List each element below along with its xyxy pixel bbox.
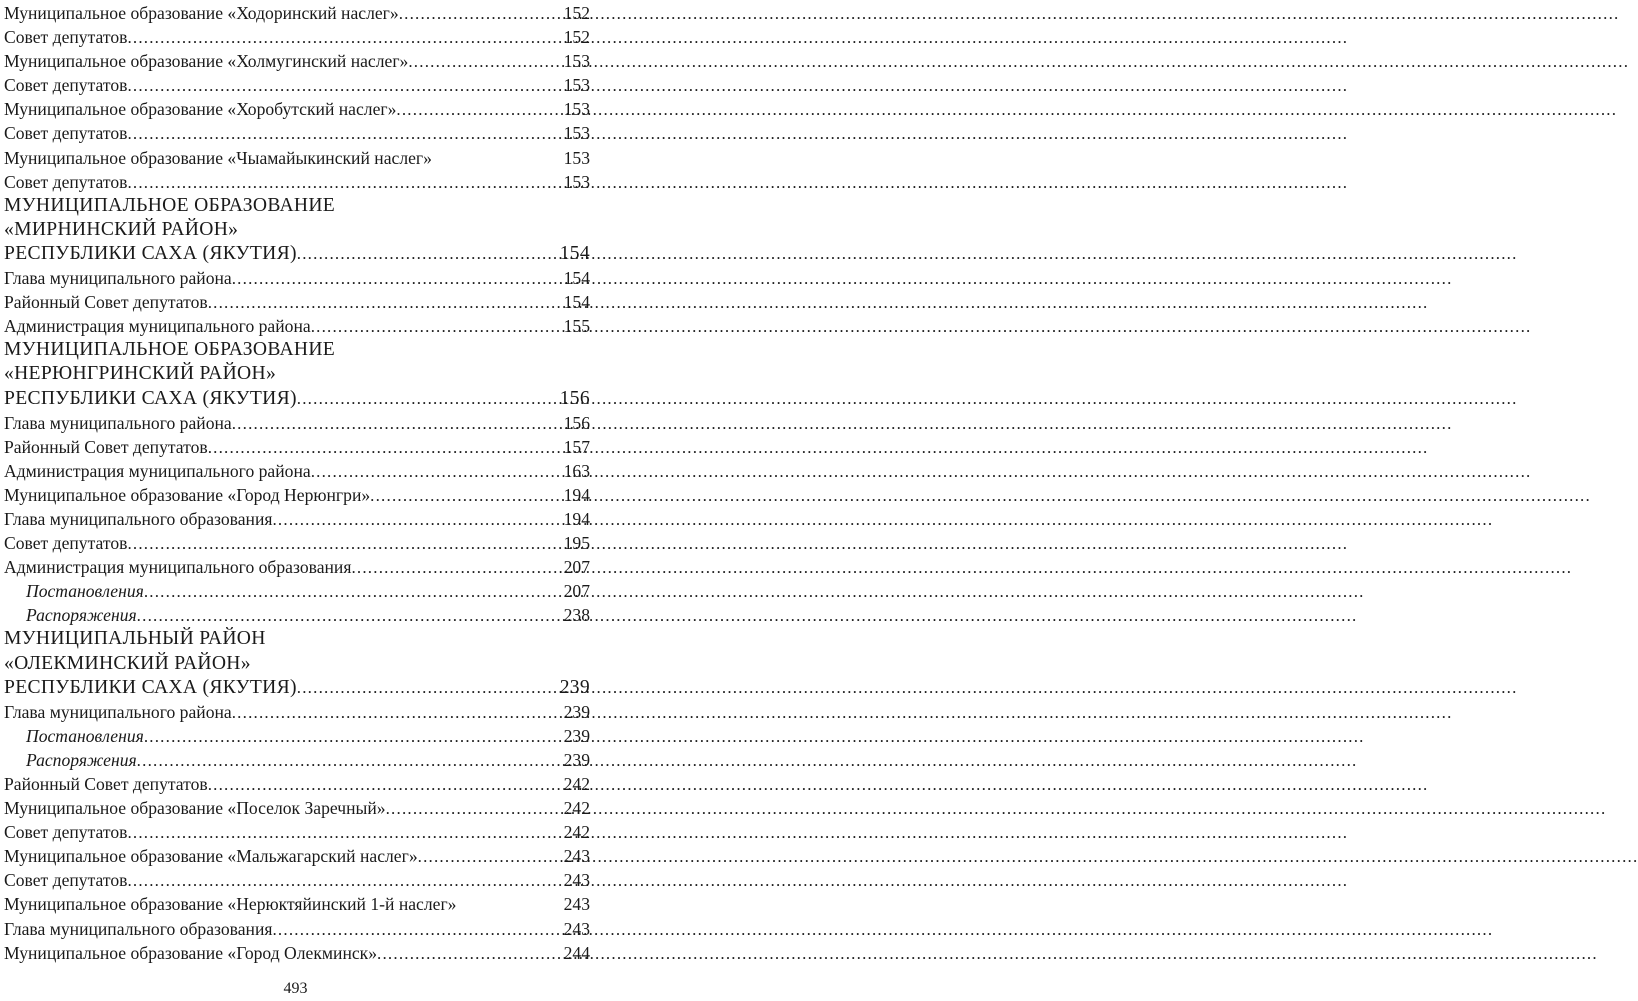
toc-entry-title: РЕСПУБЛИКИ САХА (ЯКУТИЯ) — [4, 676, 297, 698]
toc-entry-title: Распоряжения — [26, 749, 137, 770]
toc-entry — [4, 844, 590, 868]
toc-entry — [4, 266, 590, 290]
dot-leader — [351, 556, 562, 580]
page-number: 493 — [283, 980, 308, 997]
toc-entry-title: Муниципальное образование «Хоробутский наслег» — [4, 99, 397, 120]
toc-entry — [4, 411, 590, 435]
toc-entry — [4, 892, 590, 916]
dot-leader — [232, 701, 563, 725]
section-heading-line: «МИРНИНСКИЙ РАЙОН» — [4, 218, 239, 240]
toc-entry-title: Администрация муниципального образования — [4, 557, 352, 578]
toc-entry-title: Совет депутатов — [4, 822, 128, 843]
toc-entry-page: 154 — [563, 292, 590, 313]
toc-entry-page: 154 — [559, 242, 590, 264]
toc-entry-title: Глава муниципального района — [4, 268, 232, 289]
toc-entry — [4, 242, 590, 266]
dot-leader — [208, 291, 563, 315]
section-heading-line: МУНИЦИПАЛЬНЫЙ РАЙОН — [4, 628, 266, 650]
toc-entry-title: Муниципальное образование «Город Нерюнгри» — [4, 484, 371, 505]
toc-entry-page: 239 — [563, 725, 590, 746]
section-heading-line: МУНИЦИПАЛЬНОЕ ОБРАЗОВАНИЕ — [4, 339, 336, 361]
toc-entry-page: 157 — [563, 436, 590, 457]
toc-entry-title: Совет депутатов — [4, 123, 128, 144]
toc-entry-page: 207 — [563, 557, 590, 578]
dot-leader — [127, 26, 562, 50]
toc-entry-title: Совет депутатов — [4, 171, 128, 192]
table-of-contents — [4, 1, 590, 965]
toc-entry-title: Муниципальное образование «Мальжагарский наслег» — [4, 846, 418, 867]
dot-leader — [127, 171, 562, 195]
dot-leader — [137, 749, 563, 773]
toc-entry-page: 243 — [563, 894, 590, 915]
dot-leader — [396, 98, 562, 122]
toc-entry-page: 163 — [563, 460, 590, 481]
toc-entry — [4, 1, 590, 25]
toc-entry-page: 243 — [563, 870, 590, 891]
toc-entry-title: Распоряжения — [26, 605, 137, 626]
dot-leader — [386, 797, 563, 821]
toc-entry-page: 207 — [563, 581, 590, 602]
dot-leader — [311, 460, 563, 484]
dot-leader — [127, 122, 562, 146]
dot-leader — [208, 436, 563, 460]
toc-entry-title: Постановления — [26, 581, 144, 602]
dot-leader — [127, 74, 562, 98]
toc-entry-page: 239 — [563, 701, 590, 722]
dot-leader — [127, 869, 562, 893]
toc-entry — [4, 917, 590, 941]
dot-leader — [137, 604, 563, 628]
dot-leader — [232, 412, 563, 436]
toc-subentry — [4, 724, 590, 748]
dot-leader — [377, 942, 563, 966]
toc-entry-page: 153 — [563, 147, 590, 168]
toc-entry-title: РЕСПУБЛИКИ САХА (ЯКУТИЯ) — [4, 242, 297, 264]
toc-entry — [4, 531, 590, 555]
toc-entry-title: Администрация муниципального района — [4, 460, 311, 481]
toc-entry-title: Глава муниципального образования — [4, 508, 273, 529]
toc-entry — [4, 700, 590, 724]
toc-entry-page: 242 — [563, 822, 590, 843]
toc-entry-page: 156 — [559, 387, 590, 409]
toc-entry-title: Администрация муниципального района — [4, 316, 311, 337]
toc-entry — [4, 772, 590, 796]
dot-leader — [144, 580, 563, 604]
toc-entry — [4, 49, 590, 73]
toc-entry — [4, 290, 590, 314]
toc-entry — [4, 97, 590, 121]
toc-entry — [4, 25, 590, 49]
dot-leader — [127, 532, 562, 556]
toc-entry-page: 194 — [563, 484, 590, 505]
toc-entry-title: Муниципальное образование «Чыамайыкинский наслег» — [4, 147, 432, 168]
dot-leader — [418, 845, 563, 869]
section-heading-line: «НЕРЮНГРИНСКИЙ РАЙОН» — [4, 363, 277, 385]
toc-entry-page: 153 — [563, 75, 590, 96]
toc-subentry — [4, 748, 590, 772]
dot-leader — [408, 50, 562, 74]
toc-entry-title: Муниципальное образование «Нерюктяйинский 1-й наслег» — [4, 894, 457, 915]
toc-entry — [4, 314, 590, 338]
toc-entry-title: Глава муниципального района — [4, 412, 232, 433]
toc-entry-page: 239 — [559, 676, 590, 698]
dot-leader — [232, 267, 563, 291]
toc-entry-title: Постановления — [26, 725, 144, 746]
toc-entry — [4, 435, 590, 459]
toc-entry — [4, 507, 590, 531]
toc-entry — [4, 170, 590, 194]
dot-leader — [144, 725, 563, 749]
toc-entry-page: 153 — [563, 123, 590, 144]
toc-entry-title: Районный Совет депутатов — [4, 292, 208, 313]
toc-entry-title: Совет депутатов — [4, 75, 128, 96]
toc-entry — [4, 146, 590, 170]
dot-leader — [297, 242, 559, 266]
toc-entry-page: 243 — [563, 846, 590, 867]
toc-entry-page: 243 — [563, 918, 590, 939]
dot-leader — [272, 508, 562, 532]
toc-entry-title: Муниципальное образование «Ходоринский наслег» — [4, 3, 399, 23]
toc-entry — [4, 796, 590, 820]
toc-entry — [4, 941, 590, 965]
toc-entry — [4, 820, 590, 844]
toc-entry-page: 195 — [563, 533, 590, 554]
dot-leader — [127, 821, 562, 845]
dot-leader — [370, 484, 562, 508]
toc-subentry — [4, 603, 590, 627]
toc-entry — [4, 73, 590, 97]
toc-entry-title: Совет депутатов — [4, 533, 128, 554]
dot-leader — [297, 676, 559, 700]
toc-entry-page: 153 — [563, 51, 590, 72]
toc-entry-page: 238 — [563, 605, 590, 626]
section-heading-line: МУНИЦИПАЛЬНОЕ ОБРАЗОВАНИЕ — [4, 194, 336, 216]
dot-leader — [297, 387, 559, 411]
toc-entry-title: Муниципальное образование «Город Олекминск» — [4, 942, 378, 963]
dot-leader — [311, 315, 563, 339]
toc-entry-title: Муниципальное образование «Поселок Заречный» — [4, 798, 386, 819]
dot-leader — [399, 2, 563, 26]
toc-entry-page: 156 — [563, 412, 590, 433]
toc-entry — [4, 555, 590, 579]
toc-entry-page: 194 — [563, 508, 590, 529]
toc-entry-page: 153 — [563, 171, 590, 192]
toc-entry — [4, 676, 590, 700]
toc-entry-title: Глава муниципального образования — [4, 918, 273, 939]
toc-entry — [4, 868, 590, 892]
section-heading-line: «ОЛЕКМИНСКИЙ РАЙОН» — [4, 652, 251, 674]
toc-entry-page: 153 — [563, 99, 590, 120]
toc-entry-title: РЕСПУБЛИКИ САХА (ЯКУТИЯ) — [4, 387, 297, 409]
toc-entry-page: 155 — [563, 316, 590, 337]
toc-entry-title: Районный Совет депутатов — [4, 774, 208, 794]
toc-entry-title: Совет депутатов — [4, 27, 128, 48]
toc-subentry — [4, 579, 590, 603]
toc-entry-page: 242 — [563, 798, 590, 819]
toc-entry — [4, 121, 590, 145]
toc-entry-title: Районный Совет депутатов — [4, 436, 208, 457]
toc-entry-title: Совет депутатов — [4, 870, 128, 891]
toc-entry-page: 152 — [563, 27, 590, 48]
toc-entry-page: 154 — [563, 268, 590, 289]
toc-entry-page: 239 — [563, 749, 590, 770]
toc-entry — [4, 483, 590, 507]
toc-entry-page: 152 — [563, 3, 590, 23]
toc-entry-page: 244 — [563, 942, 590, 963]
toc-entry — [4, 387, 590, 411]
toc-entry-page: 242 — [563, 774, 590, 794]
toc-entry-title: Глава муниципального района — [4, 701, 232, 722]
dot-leader — [208, 773, 563, 797]
toc-entry — [4, 459, 590, 483]
dot-leader — [272, 918, 562, 942]
toc-entry-title: Муниципальное образование «Холмугинский наслег» — [4, 51, 409, 72]
